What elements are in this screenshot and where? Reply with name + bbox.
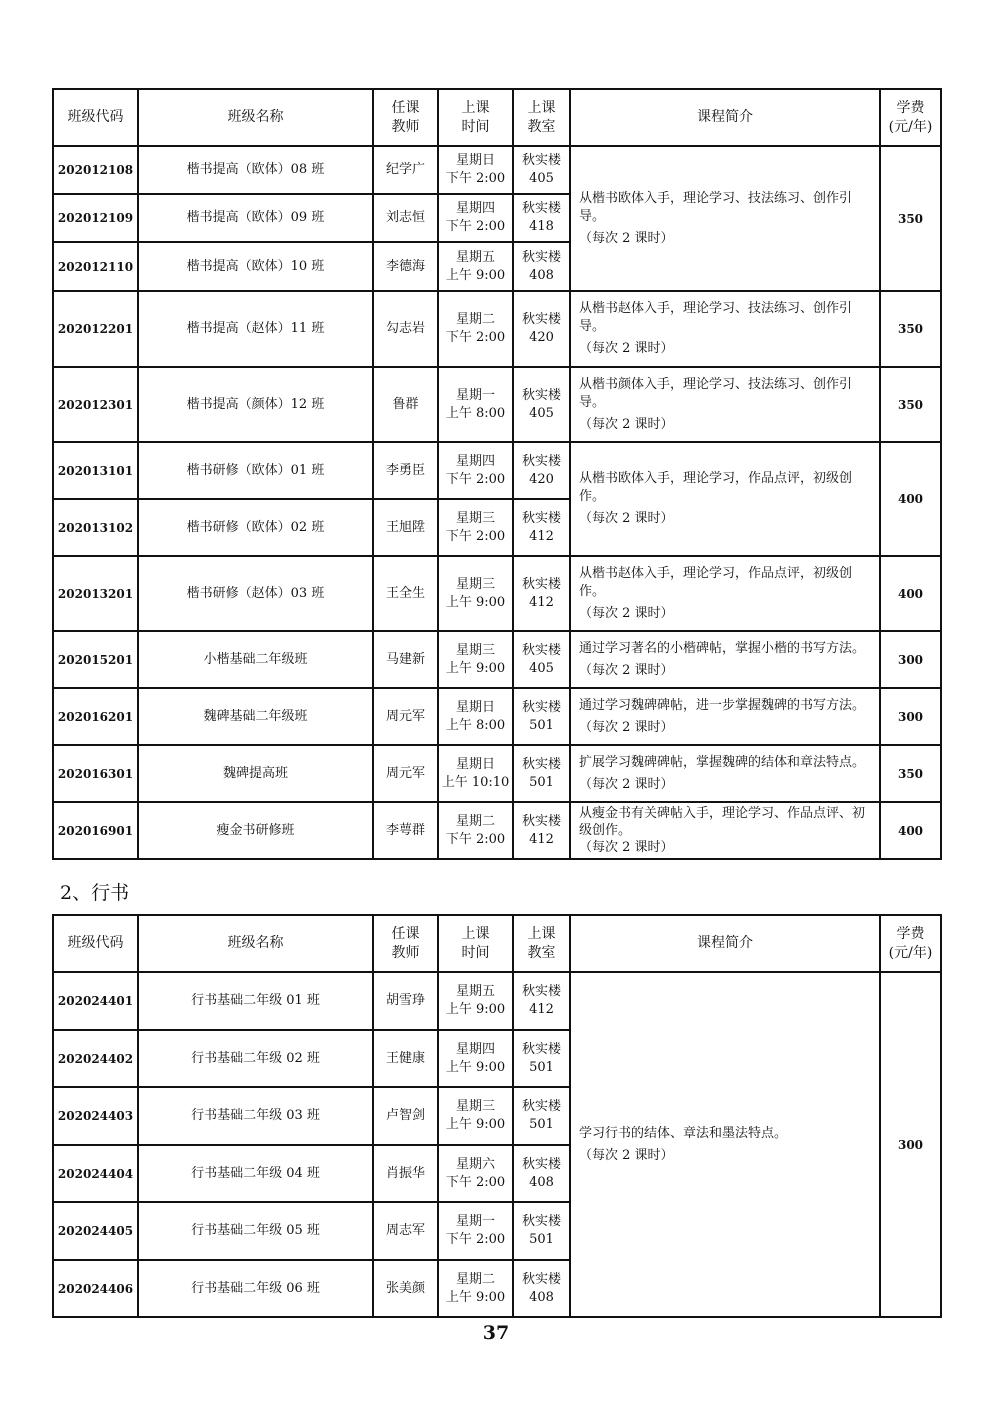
table-row bbox=[53, 688, 941, 745]
class-code: 202013101 bbox=[53, 442, 138, 499]
header-code: 班级代码 bbox=[53, 89, 138, 146]
tuition-fee: 400 bbox=[880, 802, 941, 859]
class-code: 202024401 bbox=[53, 972, 138, 1030]
classroom: 秋实楼 412 bbox=[513, 499, 570, 556]
classroom: 秋实楼 501 bbox=[513, 745, 570, 802]
class-code: 202016901 bbox=[53, 802, 138, 859]
teacher-name: 刘志恒 bbox=[373, 194, 438, 242]
class-code: 202012110 bbox=[53, 242, 138, 291]
header-name: 班级名称 bbox=[138, 89, 373, 146]
course-description: 从楷书欧体入手，理论学习、技法练习、创作引导。 （每次 2 课时） bbox=[570, 146, 880, 291]
header-room: 上课 教室 bbox=[513, 915, 570, 972]
class-name: 行书基础二年级 05 班 bbox=[138, 1202, 373, 1260]
teacher-name: 胡雪琤 bbox=[373, 972, 438, 1030]
tuition-fee: 300 bbox=[880, 631, 941, 688]
class-name: 小楷基础二年级班 bbox=[138, 631, 373, 688]
classroom: 秋实楼 501 bbox=[513, 1030, 570, 1087]
class-time: 星期五 上午 9:00 bbox=[438, 242, 513, 291]
class-code: 202024403 bbox=[53, 1087, 138, 1145]
teacher-name: 纪学广 bbox=[373, 146, 438, 194]
class-name: 楷书提高（颜体）12 班 bbox=[138, 367, 373, 442]
teacher-name: 周元军 bbox=[373, 688, 438, 745]
class-code: 202015201 bbox=[53, 631, 138, 688]
teacher-name: 李勇臣 bbox=[373, 442, 438, 499]
header-name: 班级名称 bbox=[138, 915, 373, 972]
course-description: 从楷书颜体入手，理论学习、技法练习、创作引导。 （每次 2 课时） bbox=[570, 367, 880, 442]
course-description: 从楷书赵体入手，理论学习，作品点评，初级创作。 （每次 2 课时） bbox=[570, 556, 880, 631]
teacher-name: 张美颜 bbox=[373, 1260, 438, 1317]
course-description: 扩展学习魏碑碑帖，掌握魏碑的结体和章法特点。 （每次 2 课时） bbox=[570, 745, 880, 802]
header-teacher: 任课 教师 bbox=[373, 89, 438, 146]
teacher-name: 王全生 bbox=[373, 556, 438, 631]
classroom: 秋实楼 501 bbox=[513, 1087, 570, 1145]
table-row bbox=[53, 291, 941, 367]
class-code: 202016301 bbox=[53, 745, 138, 802]
teacher-name: 周元军 bbox=[373, 745, 438, 802]
class-time: 星期五 上午 9:00 bbox=[438, 972, 513, 1030]
course-table-kaishu bbox=[52, 88, 942, 860]
classroom: 秋实楼 501 bbox=[513, 688, 570, 745]
tuition-fee: 350 bbox=[880, 745, 941, 802]
class-code: 202024405 bbox=[53, 1202, 138, 1260]
class-time: 星期三 下午 2:00 bbox=[438, 499, 513, 556]
table-header-row bbox=[53, 915, 941, 972]
course-description: 从楷书欧体入手，理论学习，作品点评，初级创作。 （每次 2 课时） bbox=[570, 442, 880, 556]
classroom: 秋实楼 501 bbox=[513, 1202, 570, 1260]
table-row bbox=[53, 556, 941, 631]
tuition-fee: 300 bbox=[880, 972, 941, 1317]
header-teacher: 任课 教师 bbox=[373, 915, 438, 972]
class-code: 202024402 bbox=[53, 1030, 138, 1087]
tuition-fee: 350 bbox=[880, 291, 941, 367]
table-row bbox=[53, 972, 941, 1030]
class-code: 202012108 bbox=[53, 146, 138, 194]
header-time: 上课 时间 bbox=[438, 89, 513, 146]
table-row bbox=[53, 367, 941, 442]
class-name: 行书基础二年级 04 班 bbox=[138, 1145, 373, 1202]
class-name: 楷书提高（欧体）09 班 bbox=[138, 194, 373, 242]
class-time: 星期四 下午 2:00 bbox=[438, 194, 513, 242]
classroom: 秋实楼 408 bbox=[513, 242, 570, 291]
course-description: 通过学习著名的小楷碑帖，掌握小楷的书写方法。 （每次 2 课时） bbox=[570, 631, 880, 688]
class-time: 星期二 上午 9:00 bbox=[438, 1260, 513, 1317]
class-name: 楷书提高（欧体）08 班 bbox=[138, 146, 373, 194]
teacher-name: 勾志岩 bbox=[373, 291, 438, 367]
header-code: 班级代码 bbox=[53, 915, 138, 972]
classroom: 秋实楼 420 bbox=[513, 442, 570, 499]
classroom: 秋实楼 408 bbox=[513, 1145, 570, 1202]
section-heading-xingshu: 2、行书 bbox=[60, 882, 130, 904]
class-time: 星期三 上午 9:00 bbox=[438, 631, 513, 688]
teacher-name: 李德海 bbox=[373, 242, 438, 291]
class-name: 楷书研修（赵体）03 班 bbox=[138, 556, 373, 631]
header-desc: 课程简介 bbox=[570, 89, 880, 146]
classroom: 秋实楼 412 bbox=[513, 556, 570, 631]
class-code: 202024406 bbox=[53, 1260, 138, 1317]
class-name: 魏碑基础二年级班 bbox=[138, 688, 373, 745]
table-row bbox=[53, 802, 941, 859]
tuition-fee: 350 bbox=[880, 367, 941, 442]
teacher-name: 卢智剑 bbox=[373, 1087, 438, 1145]
class-time: 星期四 上午 9:00 bbox=[438, 1030, 513, 1087]
class-code: 202012301 bbox=[53, 367, 138, 442]
class-code: 202012109 bbox=[53, 194, 138, 242]
classroom: 秋实楼 408 bbox=[513, 1260, 570, 1317]
course-description: 从瘦金书有关碑帖入手，理论学习、作品点评、初级创作。 （每次 2 课时） bbox=[570, 802, 880, 859]
class-name: 楷书提高（赵体）11 班 bbox=[138, 291, 373, 367]
tuition-fee: 300 bbox=[880, 688, 941, 745]
header-fee: 学费 (元/年) bbox=[880, 89, 941, 146]
class-name: 楷书研修（欧体）02 班 bbox=[138, 499, 373, 556]
classroom: 秋实楼 412 bbox=[513, 802, 570, 859]
teacher-name: 肖振华 bbox=[373, 1145, 438, 1202]
course-table-xingshu bbox=[52, 914, 942, 1318]
classroom: 秋实楼 420 bbox=[513, 291, 570, 367]
teacher-name: 周志军 bbox=[373, 1202, 438, 1260]
tuition-fee: 350 bbox=[880, 146, 941, 291]
classroom: 秋实楼 418 bbox=[513, 194, 570, 242]
class-code: 202013102 bbox=[53, 499, 138, 556]
tuition-fee: 400 bbox=[880, 442, 941, 556]
class-time: 星期二 下午 2:00 bbox=[438, 291, 513, 367]
header-fee: 学费 (元/年) bbox=[880, 915, 941, 972]
class-code: 202013201 bbox=[53, 556, 138, 631]
teacher-name: 马建新 bbox=[373, 631, 438, 688]
class-name: 楷书研修（欧体）01 班 bbox=[138, 442, 373, 499]
teacher-name: 鲁群 bbox=[373, 367, 438, 442]
classroom: 秋实楼 405 bbox=[513, 367, 570, 442]
class-time: 星期日 上午 10:10 bbox=[438, 745, 513, 802]
header-desc: 课程简介 bbox=[570, 915, 880, 972]
class-name: 行书基础二年级 06 班 bbox=[138, 1260, 373, 1317]
table-row bbox=[53, 146, 941, 194]
teacher-name: 王旭陞 bbox=[373, 499, 438, 556]
table-row bbox=[53, 631, 941, 688]
tuition-fee: 400 bbox=[880, 556, 941, 631]
class-code: 202016201 bbox=[53, 688, 138, 745]
teacher-name: 王健康 bbox=[373, 1030, 438, 1087]
class-name: 行书基础二年级 02 班 bbox=[138, 1030, 373, 1087]
class-code: 202024404 bbox=[53, 1145, 138, 1202]
class-time: 星期一 下午 2:00 bbox=[438, 1202, 513, 1260]
class-name: 瘦金书研修班 bbox=[138, 802, 373, 859]
class-name: 魏碑提高班 bbox=[138, 745, 373, 802]
class-name: 行书基础二年级 01 班 bbox=[138, 972, 373, 1030]
class-time: 星期一 上午 8:00 bbox=[438, 367, 513, 442]
course-description: 学习行书的结体、章法和墨法特点。 （每次 2 课时） bbox=[570, 972, 880, 1317]
class-time: 星期三 上午 9:00 bbox=[438, 556, 513, 631]
classroom: 秋实楼 405 bbox=[513, 146, 570, 194]
course-description: 从楷书赵体入手，理论学习、技法练习、创作引导。 （每次 2 课时） bbox=[570, 291, 880, 367]
header-room: 上课 教室 bbox=[513, 89, 570, 146]
class-time: 星期二 下午 2:00 bbox=[438, 802, 513, 859]
class-time: 星期日 上午 8:00 bbox=[438, 688, 513, 745]
table-header-row bbox=[53, 89, 941, 146]
class-code: 202012201 bbox=[53, 291, 138, 367]
class-time: 星期日 下午 2:00 bbox=[438, 146, 513, 194]
class-name: 楷书提高（欧体）10 班 bbox=[138, 242, 373, 291]
class-time: 星期四 下午 2:00 bbox=[438, 442, 513, 499]
class-name: 行书基础二年级 03 班 bbox=[138, 1087, 373, 1145]
course-description: 通过学习魏碑碑帖，进一步掌握魏碑的书写方法。 （每次 2 课时） bbox=[570, 688, 880, 745]
table-row bbox=[53, 745, 941, 802]
classroom: 秋实楼 412 bbox=[513, 972, 570, 1030]
teacher-name: 李萼群 bbox=[373, 802, 438, 859]
header-time: 上课 时间 bbox=[438, 915, 513, 972]
class-time: 星期三 上午 9:00 bbox=[438, 1087, 513, 1145]
classroom: 秋实楼 405 bbox=[513, 631, 570, 688]
table-row bbox=[53, 442, 941, 499]
page-number: 37 bbox=[482, 1322, 510, 1344]
class-time: 星期六 下午 2:00 bbox=[438, 1145, 513, 1202]
